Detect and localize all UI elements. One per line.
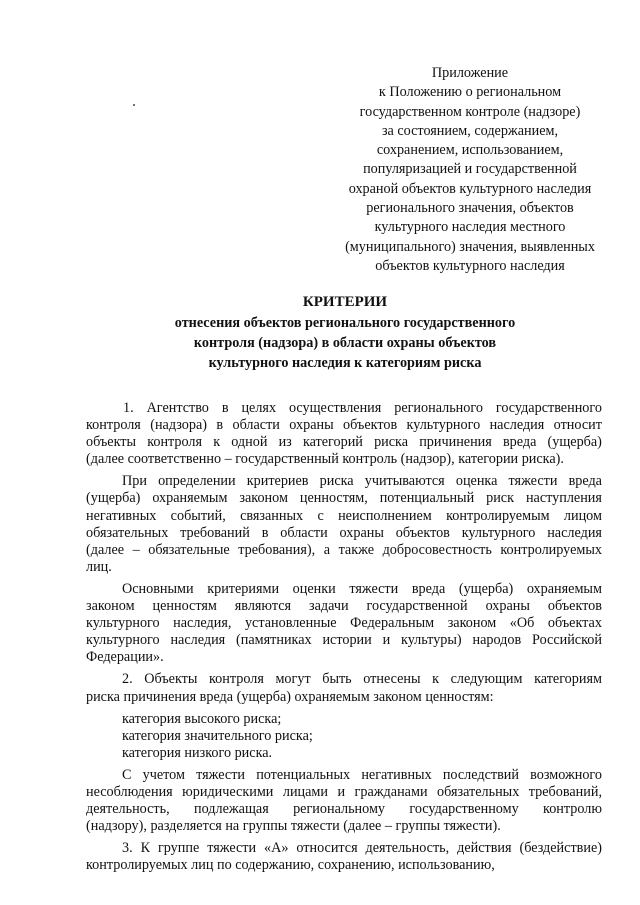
word: юридическими <box>182 783 274 800</box>
body-line: риска причинения вреда (ущерба) охраняемым законом ценностям: <box>86 688 494 705</box>
title-line: отнесения объектов регионального государственного <box>174 315 516 331</box>
appendix-line: регионального значения, объектов <box>366 200 574 217</box>
word: неисполнением <box>338 507 432 524</box>
body-line: категория низкого риска. <box>122 744 273 761</box>
appendix-line: объектов культурного наследия <box>375 257 565 274</box>
word: К <box>140 840 151 857</box>
word: задачи <box>308 598 349 615</box>
body-paragraph <box>86 473 602 576</box>
word: требований, <box>528 783 602 800</box>
word: С <box>122 766 132 783</box>
word: «А» <box>264 840 289 857</box>
word: охраны <box>339 524 384 541</box>
word: ценностям <box>152 598 217 615</box>
word: установленные <box>244 615 337 632</box>
word: контроля <box>86 417 141 434</box>
word: деятельность, <box>86 801 170 818</box>
word: народов <box>472 632 522 649</box>
body-line: лиц. <box>86 558 112 575</box>
word: учетом <box>142 766 185 783</box>
body-paragraph <box>86 728 602 745</box>
body-line <box>86 417 602 434</box>
word: Российской <box>532 632 602 649</box>
scan-speck <box>133 104 135 106</box>
word: несоблюдения <box>86 783 173 800</box>
body-line <box>86 671 602 688</box>
word: оценки <box>292 580 336 597</box>
word: объекты <box>86 434 137 451</box>
word: риск <box>486 490 515 507</box>
word: истории <box>322 632 372 649</box>
word: потенциальных <box>256 766 351 783</box>
word: тяжести <box>196 766 246 783</box>
word: культурного <box>86 615 160 632</box>
word: объектов <box>343 417 398 434</box>
appendix-line: за состоянием, содержанием, <box>381 122 559 139</box>
word: 1. <box>123 400 134 416</box>
body-line <box>86 615 602 632</box>
word: к <box>213 434 221 451</box>
word: (бездействие) <box>519 840 602 857</box>
word: культурного <box>86 632 160 649</box>
word: наследия, <box>173 615 232 632</box>
word: целях <box>241 400 277 416</box>
word: возможного <box>530 766 602 783</box>
word: области <box>280 524 328 541</box>
word: а <box>323 541 331 558</box>
word: вреда <box>411 580 446 597</box>
word: законом <box>447 615 497 632</box>
body-paragraph <box>86 767 602 835</box>
word: могут <box>275 671 311 688</box>
word: объектов <box>547 598 602 615</box>
word: лицом <box>563 507 602 524</box>
body-line <box>86 525 602 542</box>
body-line <box>86 508 602 525</box>
word: культурного <box>461 524 536 541</box>
word: наследия <box>489 417 545 434</box>
word: оценка <box>455 473 498 490</box>
word: тяжести <box>349 580 399 597</box>
word: контролируемых <box>500 541 602 558</box>
word: 3. <box>122 840 133 857</box>
word: культурного <box>406 417 481 434</box>
word: контроля <box>209 671 264 688</box>
word: вреда <box>502 434 537 451</box>
word: обязательные <box>148 541 230 558</box>
word: (надзора) <box>150 417 207 434</box>
word: группе <box>157 840 200 857</box>
document-title <box>0 291 640 373</box>
appendix-line: популяризацией и государственной <box>363 161 577 178</box>
word: Агентство <box>146 400 209 416</box>
word: законом <box>239 490 288 507</box>
word: При <box>122 473 147 490</box>
word: также <box>338 541 375 558</box>
word: области <box>232 417 280 434</box>
word: негативных <box>86 507 157 524</box>
body-line: категория значительного риска; <box>122 727 313 744</box>
word: объектов <box>395 524 450 541</box>
body-paragraph <box>86 711 602 728</box>
word: следующим <box>450 671 523 688</box>
appendix-header <box>300 64 640 276</box>
word: учитываются <box>364 473 445 490</box>
word: охраны <box>485 598 530 615</box>
word: наследия <box>170 632 226 649</box>
word: (далее <box>86 541 125 558</box>
word: ценностям, <box>299 490 368 507</box>
word: контроля <box>147 434 203 451</box>
body-line: (далее соответственно – государственный контроль (надзор), категории риска). <box>86 451 564 468</box>
appendix-line: культурного наследия местного <box>374 219 566 236</box>
word: с <box>317 507 324 524</box>
word: региональному <box>293 801 386 818</box>
word: Основными <box>122 580 194 597</box>
word: к <box>432 671 439 688</box>
word: – <box>132 541 140 558</box>
word: (памятниках <box>236 632 312 649</box>
body-line <box>86 632 602 649</box>
word: подлежащая <box>194 801 269 818</box>
word: критериями <box>207 580 280 597</box>
word: законом <box>86 598 135 615</box>
word: вреда <box>568 473 602 490</box>
word: относится <box>296 840 358 857</box>
word: наследия <box>547 524 602 541</box>
word: государственному <box>409 801 519 818</box>
document-body <box>86 400 602 874</box>
word: относит <box>553 417 602 434</box>
word: гражданами <box>354 783 428 800</box>
body-line <box>86 801 602 818</box>
body-line <box>86 767 602 784</box>
word: объектах <box>547 615 602 632</box>
word: Объекты <box>144 671 198 688</box>
body-paragraph <box>86 745 602 762</box>
word: и <box>337 783 346 800</box>
body-line <box>86 542 602 559</box>
body-line <box>86 434 602 451</box>
body-line: контролируемых лиц по содержанию, сохранению, использованию, <box>86 857 495 874</box>
word: потенциальный <box>379 490 475 507</box>
body-line <box>86 581 602 598</box>
word: (ущерба) <box>86 490 141 507</box>
word: деятельность, <box>365 840 450 857</box>
word: наступления <box>525 490 602 507</box>
word: определении <box>158 473 236 490</box>
body-paragraph <box>86 840 602 874</box>
body-line: (надзору), разделяется на группы тяжести (далее – группы тяжести). <box>86 818 501 835</box>
word: категориям <box>534 671 602 688</box>
appendix-line: Приложение <box>431 65 509 81</box>
body-line <box>86 598 602 615</box>
body-line: Федерации». <box>86 649 164 666</box>
appendix-line: сохранением, использованием, <box>376 142 564 159</box>
word: в <box>221 400 229 416</box>
body-line <box>86 473 602 490</box>
body-line: категория высокого риска; <box>122 710 282 727</box>
word: (ущерба) <box>547 434 602 451</box>
word: контролю <box>543 801 602 818</box>
word: риска <box>374 434 409 451</box>
word: одной <box>231 434 268 451</box>
word: обязательных <box>437 783 520 800</box>
word: в <box>216 417 224 434</box>
word: (ущерба) <box>458 580 514 597</box>
word: осуществления <box>288 400 382 416</box>
word: и <box>382 632 391 649</box>
body-line <box>86 840 602 857</box>
word: действия <box>457 840 512 857</box>
body-line <box>86 490 602 507</box>
word: критериев <box>246 473 309 490</box>
word: отнесены <box>363 671 421 688</box>
title-line: культурного наследия к категориям риска <box>208 355 482 371</box>
word: охраняемым <box>526 580 602 597</box>
word: являются <box>234 598 292 615</box>
word: из <box>278 434 292 451</box>
word: риска <box>319 473 354 490</box>
word: требования), <box>238 541 316 558</box>
word: контролируемым <box>446 507 550 524</box>
title-main: КРИТЕРИИ <box>302 294 388 310</box>
word: государственного <box>495 400 602 416</box>
title-line: контроля (надзора) в области охраны объектов <box>193 335 497 351</box>
word: быть <box>322 671 352 688</box>
word: Федеральным <box>350 615 435 632</box>
word: категорий <box>302 434 363 451</box>
word: регионального <box>394 400 483 416</box>
word: добросовестность <box>382 541 492 558</box>
word: последствий <box>442 766 519 783</box>
body-paragraph <box>86 671 602 705</box>
word: событий, <box>170 507 226 524</box>
word: причинения <box>419 434 492 451</box>
appendix-line: (муниципального) значения, выявленных <box>345 238 595 255</box>
appendix-line: к Положению о региональном <box>378 84 562 101</box>
appendix-line: охраной объектов культурного наследия <box>348 180 592 197</box>
word: «Об <box>509 615 535 632</box>
body-line <box>86 400 602 417</box>
appendix-line: государственном контроле (надзоре) <box>359 103 581 120</box>
word: государственной <box>366 598 468 615</box>
word: тяжести <box>508 473 558 490</box>
body-line <box>86 784 602 801</box>
word: негативных <box>361 766 432 783</box>
word: связанных <box>240 507 304 524</box>
word: культуры) <box>401 632 462 649</box>
word: охраны <box>289 417 334 434</box>
word: требований <box>180 524 250 541</box>
word: 2. <box>122 671 133 688</box>
body-paragraph <box>86 581 602 666</box>
word: в <box>261 524 269 541</box>
word: обязательных <box>86 524 169 541</box>
body-paragraph <box>86 400 602 468</box>
word: тяжести <box>207 840 257 857</box>
word: лицами <box>282 783 329 800</box>
word: охраняемым <box>152 490 228 507</box>
